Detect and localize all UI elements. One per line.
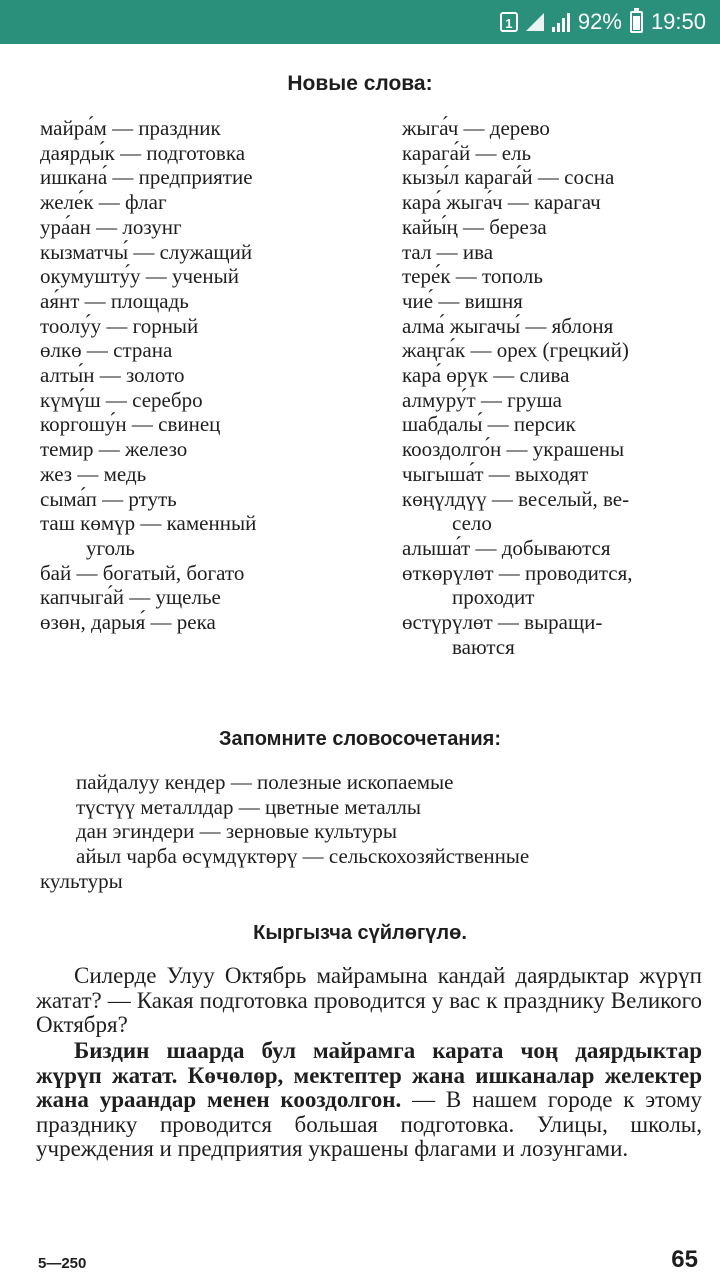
vocab-item-continuation: ваются: [452, 634, 515, 659]
vocab-item: өстүрүлөт — выращи-: [402, 610, 603, 635]
question-kyrgyz: Силерде Улуу Октябрь майрамына кандай даярдыктар жүрүп жатат?: [36, 963, 702, 1013]
vocab-item: жыга́ч — дерево: [402, 116, 550, 140]
vocab-item: капчыга́й — ущелье: [40, 585, 221, 610]
book-page[interactable]: [0, 44, 720, 1280]
phrases-list: [40, 770, 700, 894]
vocab-item: кызматчы́ — служащий: [40, 239, 253, 264]
battery-percent: 92%: [577, 9, 622, 34]
phrase-item: дан эгиндери — зерновые культуры: [76, 819, 398, 844]
vocab-item: карага́й — ель: [402, 140, 532, 165]
vocab-item: сыма́п — ртуть: [40, 486, 177, 511]
vocab-right-column: [402, 116, 633, 659]
vocab-item: кызы́л карага́й — сосна: [402, 165, 615, 190]
cellular-signal-icon: [526, 13, 544, 31]
vocab-item: ая́нт — площадь: [40, 288, 189, 313]
sim-indicator: 1: [500, 12, 518, 32]
vocab-item: майра́м — праздник: [40, 116, 221, 140]
vocab-item: темир — железо: [40, 437, 188, 462]
vocab-item: кооздолго́н — украшены: [402, 437, 625, 462]
vocab-item: чие́ — вишня: [402, 288, 523, 313]
phrase-item: түстүү металлдар — цветные металлы: [76, 794, 422, 819]
vocab-item: желе́к — флаг: [40, 190, 167, 215]
vocab-item: кара́ жыга́ч — карагач: [402, 190, 601, 215]
vocab-item: таш көмүр — каменный: [40, 511, 257, 536]
vocab-item: алма́ жыгачы́ — яблоня: [402, 313, 614, 338]
vocab-item: тоолу́у — горный: [40, 313, 199, 338]
printer-signature: 5—250: [38, 1255, 87, 1272]
vocab-left-column: [40, 116, 256, 635]
vocab-item: даярды́к — подготовка: [40, 140, 246, 165]
battery-icon: [630, 11, 643, 33]
vocab-item: тере́к — тополь: [402, 264, 543, 289]
vocab-item: ура́ан — лозунг: [40, 214, 182, 239]
signal-bars-icon: [552, 12, 570, 32]
vocab-item: ишкана́ — предприятие: [40, 165, 253, 190]
vocab-item-continuation: уголь: [86, 535, 135, 560]
status-bar: [0, 0, 720, 44]
vocab-item: өзөн, дарыя́ — река: [40, 610, 216, 635]
vocab-item: көңүлдүү — веселый, ве-: [402, 486, 630, 511]
vocab-item: алмуру́т — груша: [402, 387, 563, 412]
vocab-item-continuation: проходит: [452, 585, 535, 610]
phrase-item-continuation: культуры: [40, 868, 123, 893]
answer-kyrgyz: Биздин шаарда бул майрамга карата чоң даярдыктар жүрүп жатат. Көчөлөр, мектептер жана ишканалар желектер жана ураандар менен кооздолгон.: [36, 1038, 702, 1113]
dialogue-question: [36, 964, 702, 1038]
clock: 19:50: [650, 9, 706, 34]
vocab-item: жаңга́к — орех (грецкий): [402, 338, 629, 363]
answer-russian: — В нашем городе к этому празднику проводится большая подготовка. Улицы, школы, учреждения и предприятия украшены флагами и лозунгами.: [36, 1087, 702, 1162]
vocab-item: жез — медь: [40, 461, 147, 486]
vocab-item: шабдалы́ — персик: [402, 412, 576, 437]
vocab-item: тал — ива: [402, 239, 494, 264]
vocab-item: кара́ өрүк — слива: [402, 363, 570, 388]
heading-dialogue: Кыргызча сүйлөгүлө.: [253, 922, 467, 944]
vocab-item: кайы́ң — береза: [402, 214, 547, 239]
vocab-item-continuation: село: [452, 511, 492, 536]
phrase-item: айыл чарба өсүмдүктөрү — сельскохозяйственные: [76, 844, 530, 869]
vocab-item: бай — богатый, богато: [40, 560, 245, 585]
heading-phrases: Запомните словосочетания:: [218, 728, 502, 750]
vocab-item: өлкө — страна: [40, 338, 173, 363]
vocab-item: күмү́ш — серебро: [40, 387, 203, 412]
dialogue-answer: [36, 1039, 702, 1162]
vocab-item: өткөрүлөт — проводится,: [402, 560, 633, 585]
vocab-item: окумушту́у — ученый: [40, 264, 239, 289]
vocab-item: коргошу́н — свинец: [40, 412, 221, 437]
vocab-item: чыгыша́т — выходят: [402, 461, 589, 486]
phrase-item: пайдалуу кендер — полезные ископаемые: [76, 770, 454, 794]
heading-new-words: Новые слова:: [287, 72, 433, 95]
page-number: 65: [671, 1246, 698, 1273]
vocab-item: алты́н — золото: [40, 363, 185, 388]
question-russian: — Какая подготовка проводится у вас к празднику Великого Октября?: [36, 987, 703, 1038]
vocab-item: алыша́т — добываются: [402, 535, 611, 560]
